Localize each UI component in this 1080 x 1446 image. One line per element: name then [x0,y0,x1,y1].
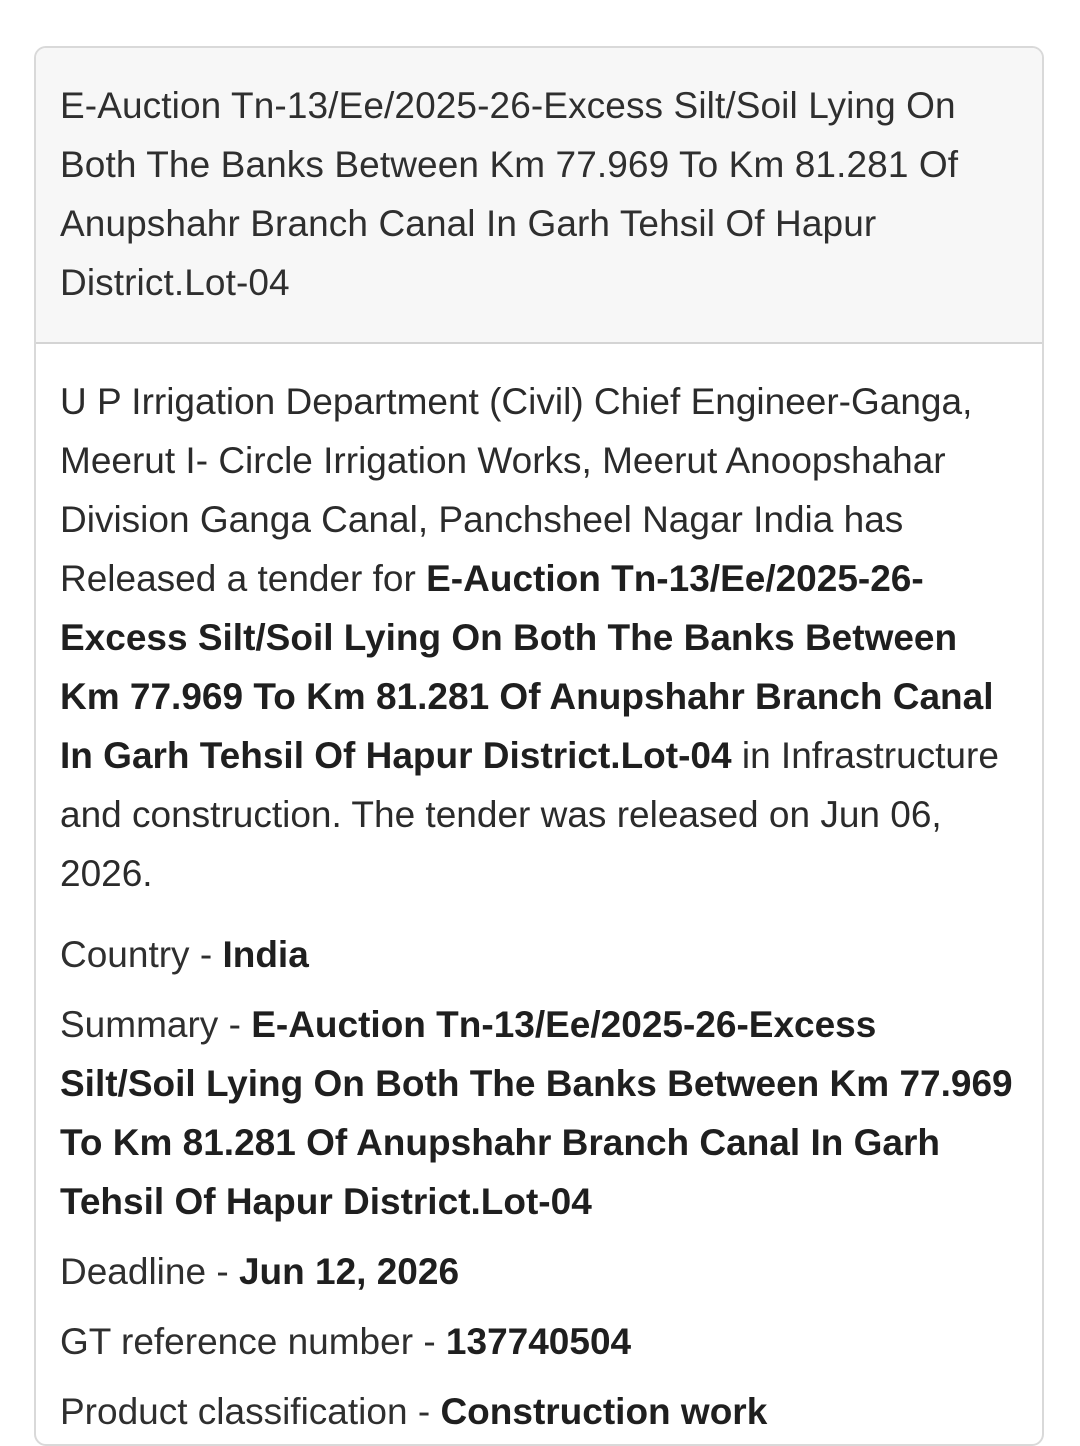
tender-card [34,46,1044,1446]
country-field [60,925,1020,984]
product-label: Product classification - [60,1391,441,1432]
deadline-label: Deadline - [60,1251,239,1292]
deadline-value: Jun 12, 2026 [238,1251,460,1292]
tender-description [60,372,1020,903]
deadline-field [60,1242,1020,1301]
tender-details [36,344,1042,1441]
product-value: Construction work [440,1391,768,1432]
reference-value: 137740504 [445,1321,632,1362]
description-tender-title: E-Auction Tn-13/Ee/2025-26-Excess Silt/Soil Lying On Both The Banks Between Km 77.969 To Km 81.281 Of Anupshahr Branch Canal In Garh Tehsil Of Hapur District.Lot-04 [60,558,994,776]
tender-title: E-Auction Tn-13/Ee/2025-26-Excess Silt/Soil Lying On Both The Banks Between Km 77.969 To Km 81.281 Of Anupshahr Branch Canal In Garh Tehsil Of Hapur District.Lot-04 [60,85,959,303]
reference-label: GT reference number - [60,1321,446,1362]
description-suffix: in Infrastructure and construction. The tender was released on Jun 06, 2026. [60,735,999,894]
reference-number-field [60,1312,1020,1371]
country-label: Country - [60,934,223,975]
country-value: India [222,934,309,975]
summary-value: E-Auction Tn-13/Ee/2025-26-Excess Silt/Soil Lying On Both The Banks Between Km 77.969 To Km 81.281 Of Anupshahr Branch Canal In Garh Tehsil Of Hapur District.Lot-04 [60,1004,1013,1222]
summary-label: Summary - [60,1004,252,1045]
tender-title-header [36,48,1042,344]
description-prefix: U P Irrigation Department (Civil) Chief Engineer-Ganga, Meerut I- Circle Irrigation Works, Meerut Anoopshahar Division Ganga Canal, Panchsheel Nagar India has Released a tender for [60,381,973,599]
summary-field [60,995,1020,1231]
product-classification-field [60,1382,1020,1441]
